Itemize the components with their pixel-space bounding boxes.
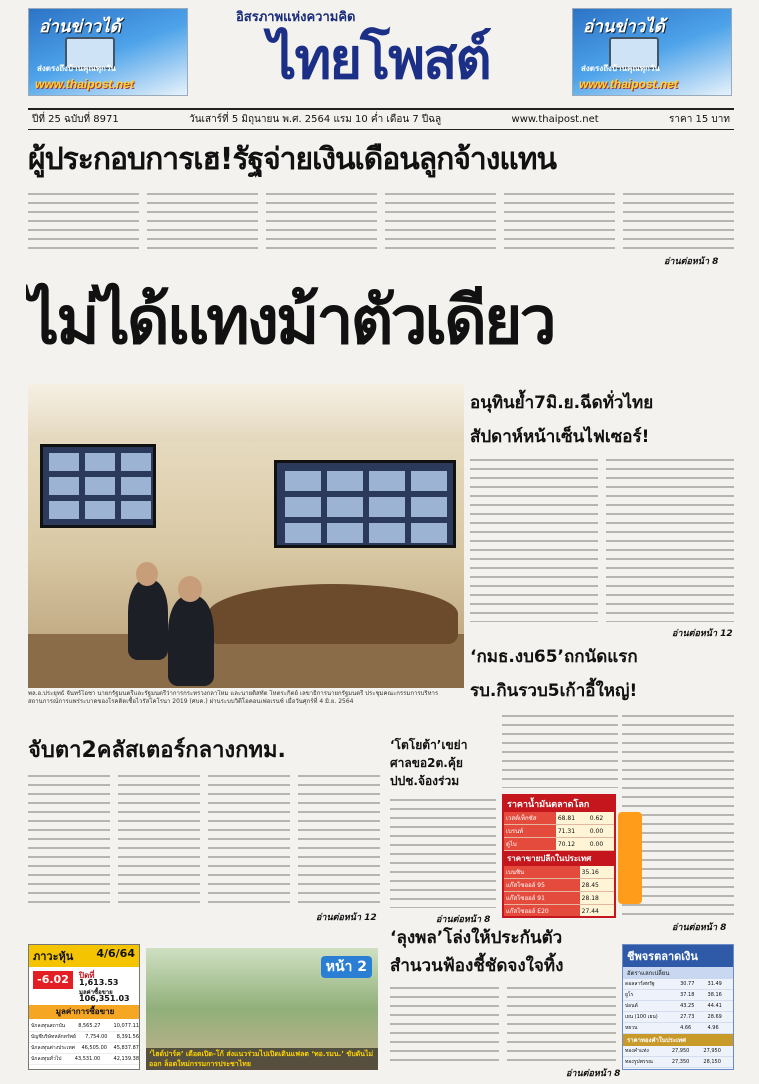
fx-table [623, 979, 733, 1034]
table-row: นักลงทุนสถาบัน 8,565.27 10,077.11 [29, 1021, 140, 1032]
right2-story-body-a [502, 712, 618, 788]
ad-left-subtitle: ส่งตรงถึงบ้านคุณทุกวัน [37, 64, 116, 73]
headline-right2-line2: รบ.กินรวบ5เก้าอี้ใหญ่! [470, 681, 638, 701]
investor-table [29, 1021, 140, 1065]
table-row: ยูโร 37.18 38.16 [623, 990, 733, 1001]
dateline [28, 108, 734, 130]
table-row: เบรนท์ 71.31 0.00 [504, 825, 614, 838]
jump-right2[interactable]: อ่านต่อหน้า 8 [672, 923, 727, 933]
table-row: ทองรูปพรรณ 27,350 28,150 [623, 1057, 733, 1068]
headline-top[interactable]: ผู้ประกอบการเฮ!รัฐจ่ายเงินเดือนลูกจ้างแทน [28, 142, 557, 177]
headline-main[interactable]: ไม่ได้แทงม้าตัวเดียว [26, 282, 554, 359]
stock-title: ภาวะหุ้น [33, 950, 74, 963]
stock-value-label: มูลค่าซื้อขาย [79, 989, 113, 996]
table-row: เบนซิน 35.16 [504, 866, 614, 879]
cluster-story-body [28, 772, 380, 906]
investor-title: มูลค่าการซื้อขาย [29, 1005, 140, 1019]
stock-value: 106,351.03 [79, 994, 130, 1003]
jump-cluster[interactable]: อ่านต่อหน้า 12 [316, 913, 377, 923]
oil-world-title: ราคาน้ำมันตลาดโลก [504, 796, 614, 812]
headline-right2-line1: ‘กมธ.งบ65’ถกนัดแรก [470, 647, 638, 667]
ad-right-url[interactable]: www.thaipost.net [579, 77, 678, 91]
issue-date: วันเสาร์ที่ 5 มิถุนายน พ.ศ. 2564 แรม 10 ค่ำ เดือน 7 ปีฉลู [189, 114, 442, 125]
fx-title: ชีพจรตลาดเงิน [623, 945, 733, 967]
table-row: ดูไบ 70.12 0.00 [504, 838, 614, 851]
table-row: ดอลลาร์สหรัฐ 30.77 31.49 [623, 979, 733, 990]
gold-title: ราคาทองคำในประเทศ [623, 1034, 733, 1046]
page-badge: หน้า 2 [321, 956, 372, 978]
tagline: อิสรภาพแห่งความคิด [236, 10, 356, 25]
table-row: เยน (100 เยน) 27.73 28.69 [623, 1012, 733, 1023]
stock-index-label: ปิดที่ [79, 971, 95, 980]
headline-lungphon[interactable] [390, 924, 616, 980]
headline-toyota[interactable] [390, 736, 496, 790]
jump-right[interactable]: อ่านต่อหน้า 12 [672, 629, 733, 639]
table-row: ปอนด์ 43.25 44.41 [623, 1001, 733, 1012]
jump-lungphon[interactable]: อ่านต่อหน้า 8 [566, 1069, 621, 1079]
ad-left-url[interactable]: www.thaipost.net [35, 77, 134, 91]
oil-retail-table [504, 866, 614, 918]
headline-toyota-line3: ปปช.จ้องร่วม [390, 774, 460, 788]
website-url[interactable]: www.thaipost.net [511, 114, 599, 125]
table-row: แก๊สโซฮอล์ 91 28.18 [504, 892, 614, 905]
fuel-pump-icon [618, 812, 642, 904]
table-row: หยวน 4.66 4.96 [623, 1023, 733, 1034]
oil-world-table [504, 812, 614, 851]
ad-left-title: อ่านข่าวได้ [39, 17, 121, 36]
newspaper-name: ไทยโพสต์ [268, 27, 490, 92]
ad-left[interactable] [28, 8, 188, 96]
subhead-right-line2: สัปดาห์หน้าเซ็นไฟเซอร์! [470, 427, 650, 447]
toyota-story-body [390, 796, 496, 908]
top-story-body [28, 190, 734, 256]
jump-top[interactable]: อ่านต่อหน้า 8 [664, 257, 719, 267]
oil-price-box [502, 794, 616, 918]
masthead [0, 0, 759, 108]
oil-retail-title: ราคาขายปลีกในประเทศ [504, 851, 614, 866]
price: ราคา 15 บาท [669, 114, 730, 125]
subhead-right-line1: อนุทินย้ำ7มิ.ย.ฉีดทั่วไทย [470, 393, 654, 413]
stock-box [28, 944, 140, 1070]
table-row: แก๊สโซฮอล์ E20 27.44 [504, 905, 614, 918]
table-row: แก๊สโซฮอล์ 95 28.45 [504, 879, 614, 892]
table-row: นักลงทุนทั่วไป 43,531.00 42,139.38 [29, 1054, 140, 1065]
gold-table [623, 1046, 733, 1068]
ad-right-title: อ่านข่าวได้ [583, 17, 665, 36]
protest-photo-caption: ‘ไฮด์ปาร์ค’ เดือดเปิด-โก้ ส่งแนวร่วมไปเปิดเดินแฟลต ‘ทอ.รมน.’ ขับดันไม่ออก ล็อตใหม่กรรมการประชาไทย [146, 1048, 378, 1070]
fx-subtitle: อัตราแลกเปลี่ยน [623, 967, 733, 979]
table-row [504, 918, 614, 919]
right-story-body [470, 456, 734, 622]
stock-index: 1,613.53 [79, 978, 119, 987]
ad-right-subtitle: ส่งตรงถึงบ้านคุณทุกวัน [581, 64, 660, 73]
headline-lungphon-line1: ‘ลุงพล’โล่งให้ประกันตัว [390, 928, 563, 948]
table-row: นักลงทุนต่างประเทศ 46,505.00 45,837.87 [29, 1043, 140, 1054]
issue-number: ปีที่ 25 ฉบับที่ 8971 [32, 114, 119, 125]
table-row: ทองคำแท่ง 27,950 27,950 [623, 1046, 733, 1057]
protest-photo[interactable] [146, 948, 378, 1070]
headline-cluster[interactable]: จับตา2คลัสเตอร์กลางกทม. [28, 738, 286, 763]
headline-right2[interactable] [470, 640, 734, 708]
headline-toyota-line1: ‘โตโยต้า’เขย่า [390, 738, 468, 752]
money-market-box [622, 944, 734, 1070]
headline-lungphon-line2: สำนวนฟ้องชี้ชัดจงใจทิ้ง [390, 956, 564, 976]
table-row: เวสต์เท็กซัส 68.81 0.62 [504, 812, 614, 825]
main-photo [28, 384, 464, 688]
headline-toyota-line2: ศาลขอ2ต.คุ้ย [390, 756, 463, 770]
subhead-right[interactable] [470, 386, 734, 454]
stock-change: -6.02 [33, 971, 73, 989]
table-row: บัญชีบริษัทหลักทรัพย์ 7,754.00 8,391.56 [29, 1032, 140, 1043]
newspaper-logo [196, 6, 562, 100]
jump-toyota[interactable]: อ่านต่อหน้า 8 [436, 915, 491, 925]
photo-caption: พล.อ.ประยุทธ์ จันทร์โอชา นายกรัฐมนตรีและรัฐมนตรีว่าการกระทรวงกลาโหม และนายดิสทัต โหตระกิตย์ เลขาธิการนายกรัฐมนตรี ประชุมคณะกรรมการบริหารสถานการณ์การแพร่ระบาดของโรคติดเชื้อไวรัสโคโรนา 2019 (ศบค.) ผ่านระบบวิดีโอคอนเฟอเรนซ์ เมื่อวันศุกร์ที่ 4 มิ.ย. 2564 [28, 690, 439, 705]
ad-right[interactable] [572, 8, 732, 96]
lungphon-story-body [390, 984, 616, 1064]
stock-date: 4/6/64 [96, 947, 135, 960]
